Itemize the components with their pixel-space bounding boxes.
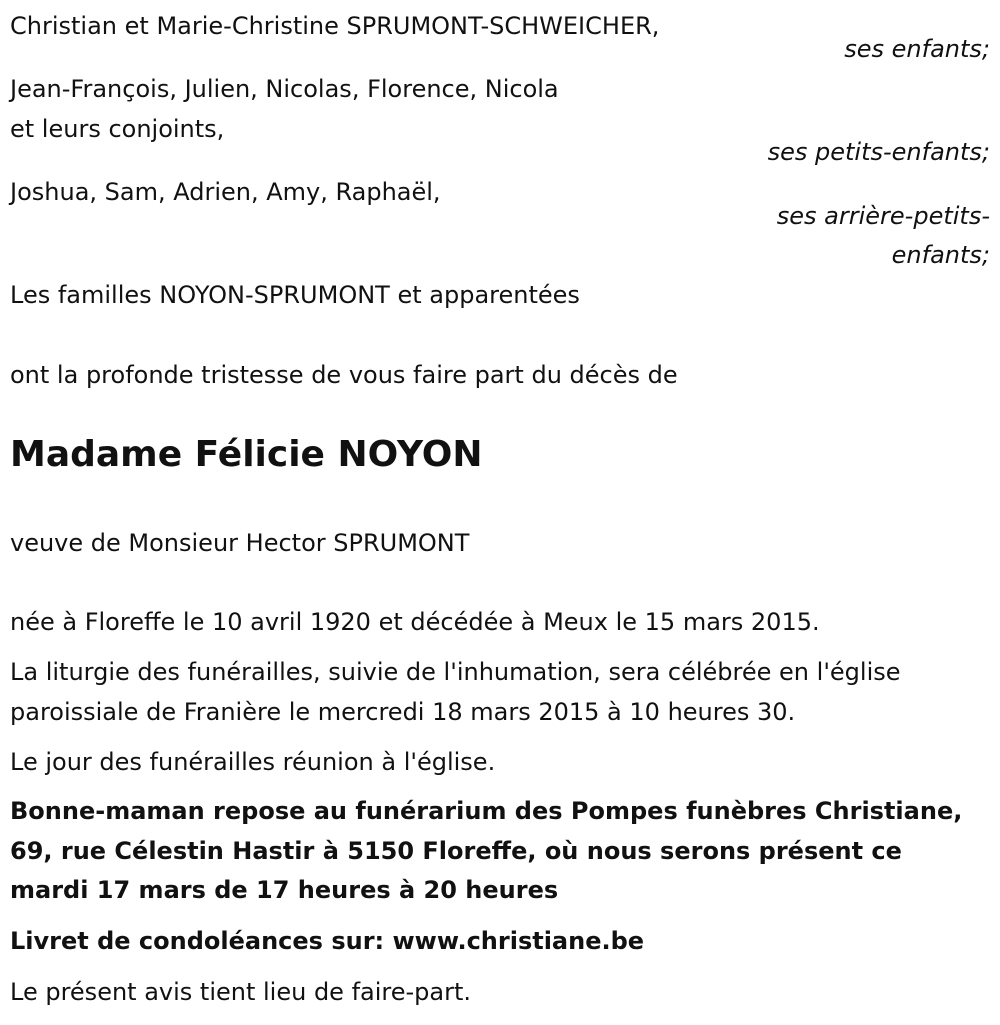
widow-of: veuve de Monsieur Hector SPRUMONT — [10, 529, 470, 557]
meeting-line: Le jour des funérailles réunion à l'église. — [10, 748, 496, 776]
birth-death-line: née à Floreffe le 10 avril 1920 et décédée à Meux le 15 mars 2015. — [10, 608, 820, 636]
grandchildren-names-line-2: et leurs conjoints, — [10, 115, 225, 143]
grandchildren-names-line-1: Jean-François, Julien, Nicolas, Florence, Nicola — [10, 75, 559, 103]
children-names: Christian et Marie-Christine SPRUMONT-SCHWEICHER, — [10, 12, 660, 40]
announcement-text: ont la profonde tristesse de vous faire part du décès de — [10, 361, 678, 389]
rest-line-2: 69, rue Célestin Hastir à 5150 Floreffe, où nous serons présent ce — [10, 837, 902, 865]
great-grandchildren-role-line-1: ses arrière-petits- — [776, 202, 990, 230]
great-grandchildren-names: Joshua, Sam, Adrien, Amy, Raphaël, — [10, 178, 441, 206]
deceased-name: Madame Félicie NOYON — [10, 434, 483, 475]
grandchildren-role: ses petits-enfants; — [767, 138, 990, 166]
liturgy-line-2: paroissiale de Franière le mercredi 18 mars 2015 à 10 heures 30. — [10, 698, 796, 726]
rest-line-3: mardi 17 mars de 17 heures à 20 heures — [10, 876, 559, 904]
great-grandchildren-role-line-2: enfants; — [891, 241, 990, 269]
notice-line: Le présent avis tient lieu de faire-part. — [10, 978, 472, 1006]
families-line: Les familles NOYON-SPRUMONT et apparentées — [10, 281, 580, 309]
children-role: ses enfants; — [844, 35, 990, 63]
rest-line-1: Bonne-maman repose au funérarium des Pompes funèbres Christiane, — [10, 797, 963, 825]
liturgy-line-1: La liturgie des funérailles, suivie de l'inhumation, sera célébrée en l'église — [10, 658, 901, 686]
condolences-line: Livret de condoléances sur: www.christiane.be — [10, 927, 645, 955]
